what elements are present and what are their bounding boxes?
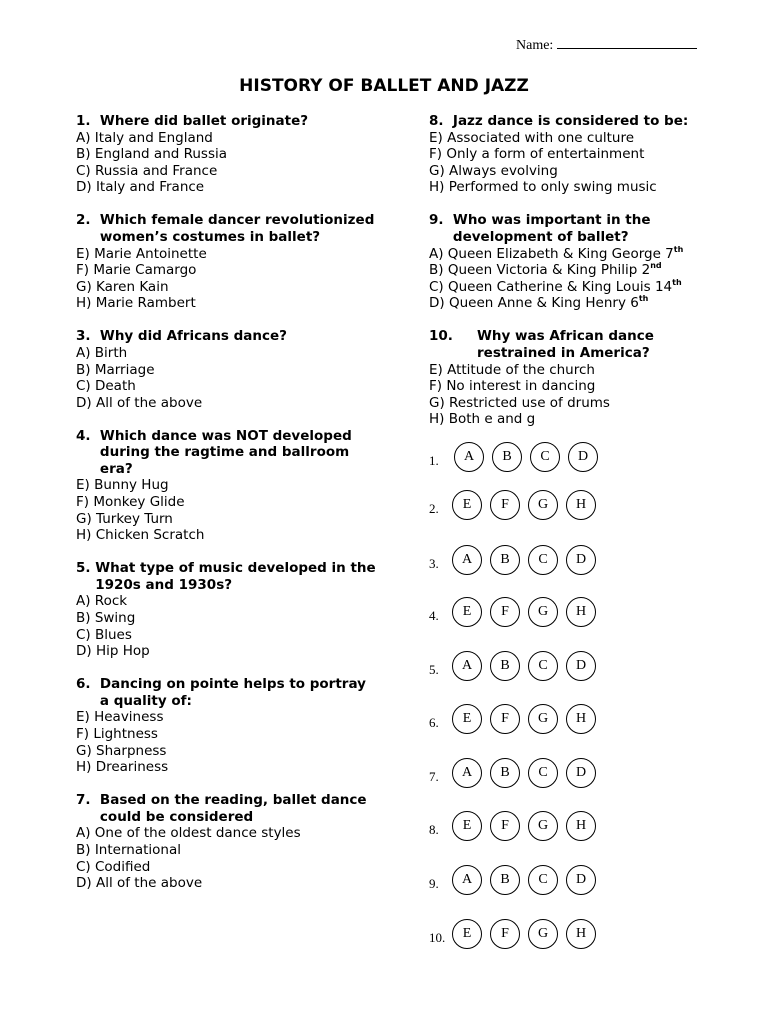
answer-bubble-c[interactable]: C <box>528 865 558 895</box>
question-number: 2. <box>76 212 100 229</box>
question-number: 1. <box>76 113 100 129</box>
answer-option: C) Blues <box>76 626 132 643</box>
question-number: 7. <box>76 792 100 809</box>
answer-bubble-h[interactable]: H <box>566 597 596 627</box>
answer-option: H) Dreariness <box>76 759 169 776</box>
answer-option: H) Marie Rambert <box>76 295 196 312</box>
answer-option <box>429 295 729 312</box>
answer-option <box>429 279 729 296</box>
answer-option: H) Performed to only swing music <box>429 179 657 196</box>
question-prompt: Which female dancer revolutionized women’s costumes in ballet? <box>99 212 375 245</box>
answer-row <box>429 756 604 790</box>
answer-option: E) Attitude of the church <box>429 361 595 378</box>
answer-option: D) Hip Hop <box>76 643 150 660</box>
answer-option: D) All of the above <box>76 875 203 892</box>
name-blank-line[interactable] <box>557 36 697 49</box>
answer-option: G) Sharpness <box>76 742 167 759</box>
question-block <box>76 212 376 312</box>
answer-option: G) Always evolving <box>429 162 558 179</box>
ordinal-suffix: th <box>673 244 684 254</box>
answer-bubble-h[interactable]: H <box>566 490 596 520</box>
question-prompt: Dancing on pointe helps to portray a quality of: <box>99 676 366 709</box>
answer-row-number: 4. <box>429 608 439 623</box>
answer-bubble-a[interactable]: A <box>452 865 482 895</box>
answer-bubble-a[interactable]: A <box>454 442 484 472</box>
question-prompt: Where did ballet originate? <box>99 113 309 129</box>
answer-bubble-h[interactable]: H <box>566 704 596 734</box>
answer-option: F) No interest in dancing <box>429 378 596 395</box>
question-prompt: Based on the reading, ballet dance could be considered <box>99 792 367 825</box>
answer-bubble-h[interactable]: H <box>566 919 596 949</box>
answer-option: G) Turkey Turn <box>76 510 173 527</box>
answer-row-number: 6. <box>429 715 439 730</box>
question-number: 4. <box>76 427 100 444</box>
answer-option: F) Monkey Glide <box>76 494 185 511</box>
question-number: 3. <box>76 328 100 345</box>
question-prompt: Why was African dance restrained in America? <box>477 328 654 361</box>
question-block <box>76 560 376 660</box>
answer-bubble-g[interactable]: G <box>528 490 558 520</box>
answer-bubble-e[interactable]: E <box>452 919 482 949</box>
answer-option-text: B) Queen Victoria & King Philip 2 <box>429 262 651 279</box>
question-block <box>429 328 729 428</box>
answer-option: A) One of the oldest dance styles <box>76 825 301 842</box>
answer-row-number: 2. <box>429 501 439 516</box>
ordinal-suffix: th <box>672 277 682 287</box>
answer-row <box>429 809 604 843</box>
answer-option: H) Both e and g <box>429 411 536 428</box>
answer-option: C) Russia and France <box>76 162 218 179</box>
question-number: 6. <box>76 676 100 693</box>
answer-sheet <box>429 440 609 960</box>
answer-option: G) Restricted use of drums <box>429 394 610 411</box>
answer-option: A) Rock <box>76 593 128 610</box>
answer-bubble-h[interactable]: H <box>566 811 596 841</box>
answer-option: H) Chicken Scratch <box>76 527 205 544</box>
answer-bubble-b[interactable]: B <box>490 651 520 681</box>
answer-bubble-e[interactable]: E <box>452 490 482 520</box>
answer-bubble-b[interactable]: B <box>490 545 520 575</box>
answer-row <box>429 440 606 474</box>
answer-option: B) Swing <box>76 610 136 626</box>
answer-bubble-b[interactable]: B <box>490 758 520 788</box>
answer-option: F) Only a form of entertainment <box>429 146 645 163</box>
question-text <box>76 428 376 478</box>
name-field <box>516 36 697 54</box>
answer-bubble-f[interactable]: F <box>490 704 520 734</box>
left-question-column <box>76 113 376 908</box>
answer-option-text: A) Queen Elizabeth & King George 7 <box>429 245 674 262</box>
question-text <box>76 113 376 130</box>
answer-bubble-f[interactable]: F <box>490 490 520 520</box>
question-prompt: Which dance was NOT developed during the ragtime and ballroom era? <box>99 427 352 477</box>
question-text <box>76 328 376 345</box>
answer-row <box>429 649 604 683</box>
answer-option <box>429 246 729 263</box>
question-block <box>76 328 376 411</box>
answer-bubble-d[interactable]: D <box>566 865 596 895</box>
answer-option: C) Death <box>76 378 136 395</box>
answer-bubble-c[interactable]: C <box>530 442 560 472</box>
answer-option: B) England and Russia <box>76 146 228 163</box>
answer-bubble-d[interactable]: D <box>566 651 596 681</box>
answer-option: E) Associated with one culture <box>429 129 635 146</box>
answer-option: E) Marie Antoinette <box>76 245 207 262</box>
answer-option: D) Italy and France <box>76 179 205 196</box>
question-block <box>429 212 729 312</box>
answer-bubble-g[interactable]: G <box>528 704 558 734</box>
answer-row-number: 9. <box>429 876 439 891</box>
right-question-column <box>429 113 729 444</box>
question-block <box>429 113 729 196</box>
answer-bubble-f[interactable]: F <box>490 811 520 841</box>
name-label: Name: <box>516 38 554 53</box>
answer-bubble-a[interactable]: A <box>452 651 482 681</box>
answer-bubble-a[interactable]: A <box>452 758 482 788</box>
answer-bubble-e[interactable]: E <box>452 704 482 734</box>
answer-row <box>429 595 604 629</box>
answer-row <box>429 917 604 951</box>
answer-row-number: 3. <box>429 556 439 571</box>
question-block <box>76 792 376 892</box>
question-text <box>429 328 729 361</box>
answer-option: A) Birth <box>76 344 128 361</box>
answer-bubble-c[interactable]: C <box>528 758 558 788</box>
answer-row <box>429 543 604 577</box>
question-text <box>76 792 376 825</box>
question-text <box>76 212 376 245</box>
answer-option: C) Codified <box>76 858 151 875</box>
answer-option: B) International <box>76 841 181 858</box>
question-number: 8. <box>429 113 453 129</box>
answer-bubble-a[interactable]: A <box>452 545 482 575</box>
answer-option: G) Karen Kain <box>76 278 169 295</box>
answer-row-number: 8. <box>429 822 439 837</box>
answer-option: D) All of the above <box>76 394 203 411</box>
answer-row <box>429 488 604 522</box>
answer-option-text: C) Queen Catherine & King Louis 14 <box>429 278 673 295</box>
answer-option: F) Lightness <box>76 725 158 742</box>
question-text <box>76 560 376 593</box>
answer-row <box>429 702 604 736</box>
answer-bubble-d[interactable]: D <box>568 442 598 472</box>
answer-bubble-g[interactable]: G <box>528 597 558 627</box>
answer-row-number: 10. <box>429 930 446 945</box>
answer-row-number: 7. <box>429 769 439 784</box>
answer-bubble-g[interactable]: G <box>528 811 558 841</box>
worksheet-title: HISTORY OF BALLET AND JAZZ <box>239 76 529 96</box>
ordinal-suffix: nd <box>650 261 662 271</box>
question-block <box>76 676 376 776</box>
answer-option-text: D) Queen Anne & King Henry 6 <box>429 295 639 312</box>
question-block <box>76 113 376 196</box>
question-number: 5. <box>76 560 96 577</box>
question-prompt: What type of music developed in the 1920s and 1930s? <box>95 560 376 593</box>
answer-bubble-c[interactable]: C <box>528 545 558 575</box>
answer-option: F) Marie Camargo <box>76 262 197 279</box>
question-text <box>429 113 729 130</box>
answer-bubble-f[interactable]: F <box>490 919 520 949</box>
question-block <box>76 428 376 544</box>
question-prompt: Who was important in the development of ballet? <box>452 212 651 245</box>
question-text <box>429 212 729 245</box>
answer-option: E) Heaviness <box>76 709 164 726</box>
answer-bubble-b[interactable]: B <box>492 442 522 472</box>
answer-bubble-f[interactable]: F <box>490 597 520 627</box>
answer-row-number: 1. <box>429 453 439 468</box>
answer-row <box>429 863 604 897</box>
question-prompt: Why did Africans dance? <box>99 328 288 345</box>
question-number: 9. <box>429 212 453 229</box>
answer-bubble-b[interactable]: B <box>490 865 520 895</box>
question-prompt: Jazz dance is considered to be: <box>452 113 689 129</box>
answer-bubble-c[interactable]: C <box>528 651 558 681</box>
answer-bubble-d[interactable]: D <box>566 545 596 575</box>
answer-option: B) Marriage <box>76 361 155 378</box>
answer-bubble-e[interactable]: E <box>452 811 482 841</box>
answer-bubble-d[interactable]: D <box>566 758 596 788</box>
answer-bubble-g[interactable]: G <box>528 919 558 949</box>
question-text <box>76 676 376 709</box>
answer-option: E) Bunny Hug <box>76 477 169 494</box>
answer-row-number: 5. <box>429 662 439 677</box>
answer-option <box>429 262 729 279</box>
question-number: 10. <box>429 328 453 345</box>
answer-bubble-e[interactable]: E <box>452 597 482 627</box>
ordinal-suffix: th <box>638 294 649 304</box>
answer-option: A) Italy and England <box>76 129 213 146</box>
